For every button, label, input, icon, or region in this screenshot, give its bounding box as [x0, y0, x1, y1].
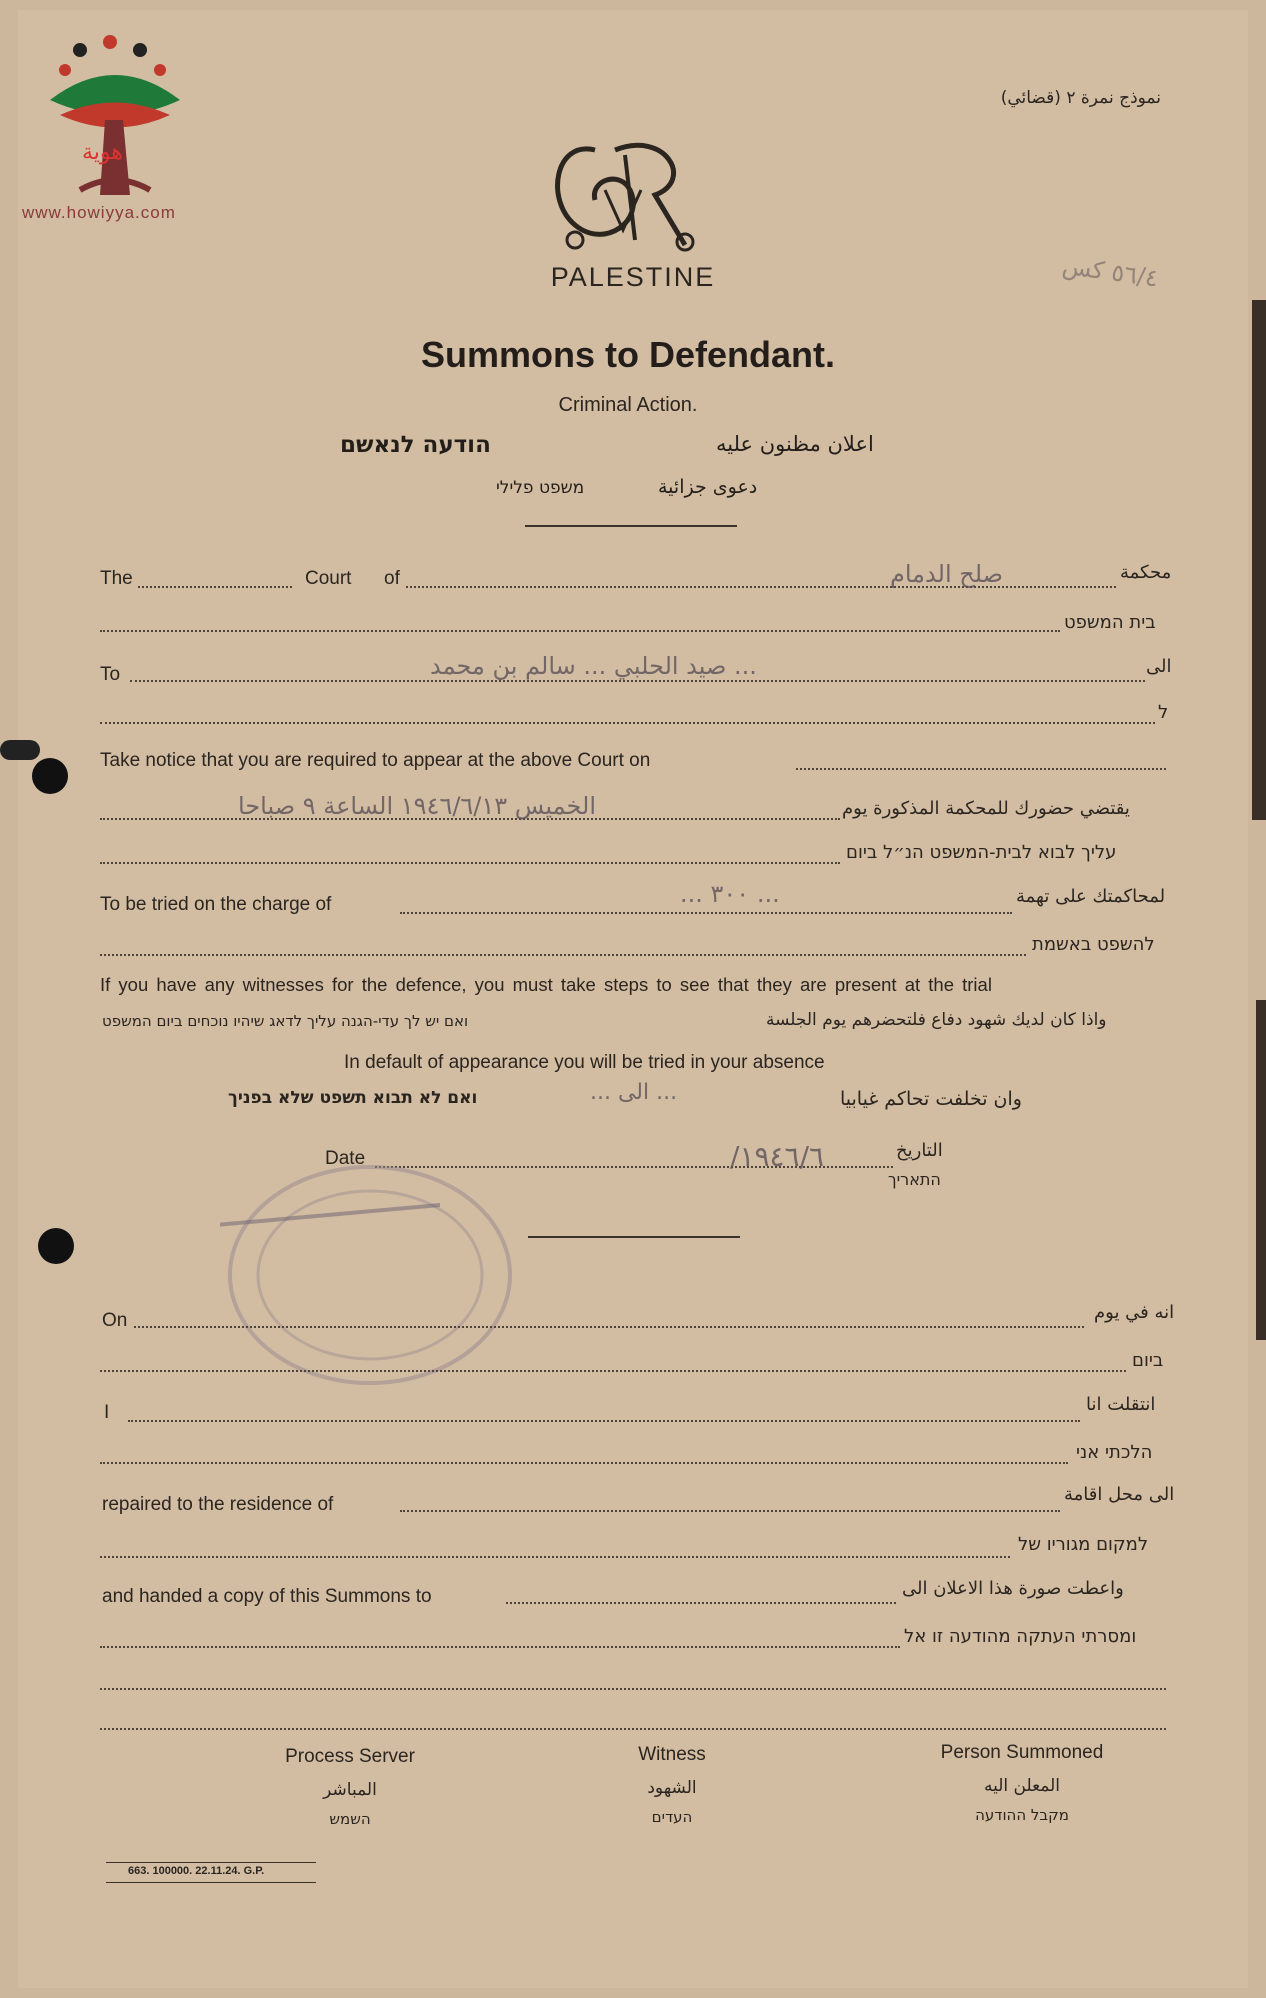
default-handwritten: ... الى ...	[590, 1080, 678, 1105]
charge-label: To be tried on the charge of	[100, 894, 332, 915]
title-rule	[525, 525, 737, 527]
logo-text: هوية	[82, 140, 123, 165]
handed-line	[506, 1602, 896, 1604]
date-handwritten: ١٩٤٦/٦/	[730, 1140, 825, 1173]
charge-handwritten: ... ٣٠٠ ...	[680, 880, 780, 908]
signature-rule	[528, 1236, 740, 1238]
the-label: The	[100, 568, 133, 589]
paper	[18, 10, 1248, 1988]
to-line-2	[100, 722, 1155, 724]
witness-text: If you have any witnesses for the defence, you must take steps to see that they are present at the trial	[100, 974, 992, 995]
document-subtitle: Criminal Action.	[558, 394, 698, 416]
witness-hebrew-sig: העדים	[651, 1808, 693, 1826]
to-hebrew: ל	[1158, 702, 1169, 723]
default-arabic: وان تخلفت تحاكم غيابيا	[840, 1088, 1022, 1110]
court-hebrew: בית המשפט	[1064, 612, 1156, 633]
notice-line-3	[100, 862, 840, 864]
charge-hebrew: להשפט באשמת	[1032, 934, 1155, 955]
default-text: In default of appearance you will be tried in your absence	[344, 1052, 825, 1073]
residence-line-2	[100, 1556, 1010, 1558]
handed-hebrew: ומסרתי העתקה מהודעה זו אל	[904, 1626, 1137, 1647]
on-label: On	[102, 1310, 128, 1331]
official-stamp	[220, 1160, 520, 1400]
punch-hole-top	[32, 758, 68, 794]
i-arabic: انتقلت انا	[1086, 1394, 1156, 1415]
handwritten-reference: ٥٦/٤ كس	[1060, 251, 1160, 293]
court-place-line	[406, 586, 1116, 588]
subtitle-arabic: دعوى جزائية	[658, 476, 758, 498]
witness-arabic-sig: الشهود	[647, 1778, 697, 1798]
court-line-2	[100, 630, 1060, 632]
of-label: of	[384, 568, 400, 589]
punch-hole-bottom	[38, 1228, 74, 1264]
on-line-2	[100, 1370, 1126, 1372]
person-summoned-arabic: المعلن اليه	[983, 1776, 1061, 1796]
i-label: I	[104, 1402, 110, 1423]
howiyya-logo	[20, 20, 210, 225]
process-server-hebrew: השמש	[329, 1810, 371, 1828]
notice-label: Take notice that you are required to appear at the above Court on	[100, 750, 651, 771]
subtitle-hebrew: משפט פלילי	[496, 478, 585, 498]
watermark-url: www.howiyya.com	[22, 203, 176, 222]
notice-handwritten: الخميس ١٩٤٦/٦/١٣ الساعة ٩ صباحا	[238, 792, 596, 820]
witness-hebrew: ואם יש לך עדי-הגנה עליך לדאג שיהיו נוכחים ביום המשפט	[102, 1012, 469, 1030]
residence-label: repaired to the residence of	[102, 1494, 334, 1515]
i-line-2	[100, 1462, 1068, 1464]
form-number: نموذج نمرة ٢ (قضائي)	[1000, 88, 1161, 108]
blank-line-1	[100, 1688, 1166, 1690]
on-line	[134, 1326, 1084, 1328]
court-name-line	[138, 586, 292, 588]
i-hebrew: הלכתי אני	[1076, 1442, 1153, 1463]
print-code: 663. 100000. 22.11.24. G.P.	[128, 1865, 265, 1877]
title-arabic: اعلان مظنون عليه	[716, 432, 874, 456]
notice-line	[796, 768, 1166, 770]
edge-shadow-left	[0, 740, 40, 760]
to-handwritten: ... صيد الحلبي ... سالم بن محمد	[430, 652, 757, 680]
footer-rule-bottom	[106, 1882, 316, 1883]
on-arabic: انه في يوم	[1094, 1302, 1175, 1323]
to-arabic: الى	[1146, 656, 1172, 677]
edge-shadow-right	[1252, 300, 1266, 820]
title-hebrew: הודעה לנאשם	[340, 432, 491, 458]
date-hebrew: התאריך	[888, 1170, 941, 1189]
process-server-arabic: المباشر	[323, 1780, 377, 1800]
date-arabic: التاريخ	[896, 1140, 943, 1161]
court-arabic: محكمة	[1120, 562, 1172, 583]
person-summoned-label: Person Summoned	[940, 1742, 1104, 1763]
document-title: Summons to Defendant.	[420, 334, 836, 375]
to-label: To	[100, 664, 121, 685]
country-heading: PALESTINE	[550, 262, 716, 292]
royal-cipher-monogram	[535, 130, 715, 260]
to-line	[130, 680, 1145, 682]
process-server-label: Process Server	[285, 1746, 415, 1767]
witness-arabic: واذا كان لديك شهود دفاع فلتحضرهم يوم الجلسة	[766, 1010, 1107, 1030]
charge-arabic: لمحاكمتك على تهمة	[1016, 886, 1166, 907]
default-hebrew: ואם לא תבוא תשפט שלא בפניך	[228, 1088, 478, 1108]
charge-line-2	[100, 954, 1026, 956]
witness-label: Witness	[638, 1744, 706, 1765]
i-line	[128, 1420, 1080, 1422]
handed-arabic: واعطت صورة هذا الاعلان الى	[902, 1578, 1124, 1599]
handed-label: and handed a copy of this Summons to	[102, 1586, 432, 1607]
blank-line-2	[100, 1728, 1166, 1730]
court-handwritten: صلح الدمام	[890, 560, 1004, 588]
edge-shadow-right-lower	[1256, 1000, 1266, 1340]
date-label: Date	[325, 1148, 366, 1169]
residence-hebrew: למקום מגוריו של	[1018, 1534, 1149, 1555]
charge-line	[400, 912, 1012, 914]
residence-line	[400, 1510, 1060, 1512]
residence-arabic: الى محل اقامة	[1064, 1484, 1175, 1505]
notice-arabic: يقتضي حضورك للمحكمة المذكورة يوم	[842, 798, 1130, 819]
notice-hebrew: עליך לבוא לבית-המשפט הנ״ל ביום	[846, 842, 1117, 863]
footer-rule-top	[106, 1862, 316, 1863]
on-hebrew: ביום	[1132, 1350, 1164, 1371]
handed-line-2	[100, 1646, 900, 1648]
person-summoned-hebrew: מקבל ההודעה	[975, 1806, 1069, 1824]
court-label: Court	[305, 568, 352, 589]
